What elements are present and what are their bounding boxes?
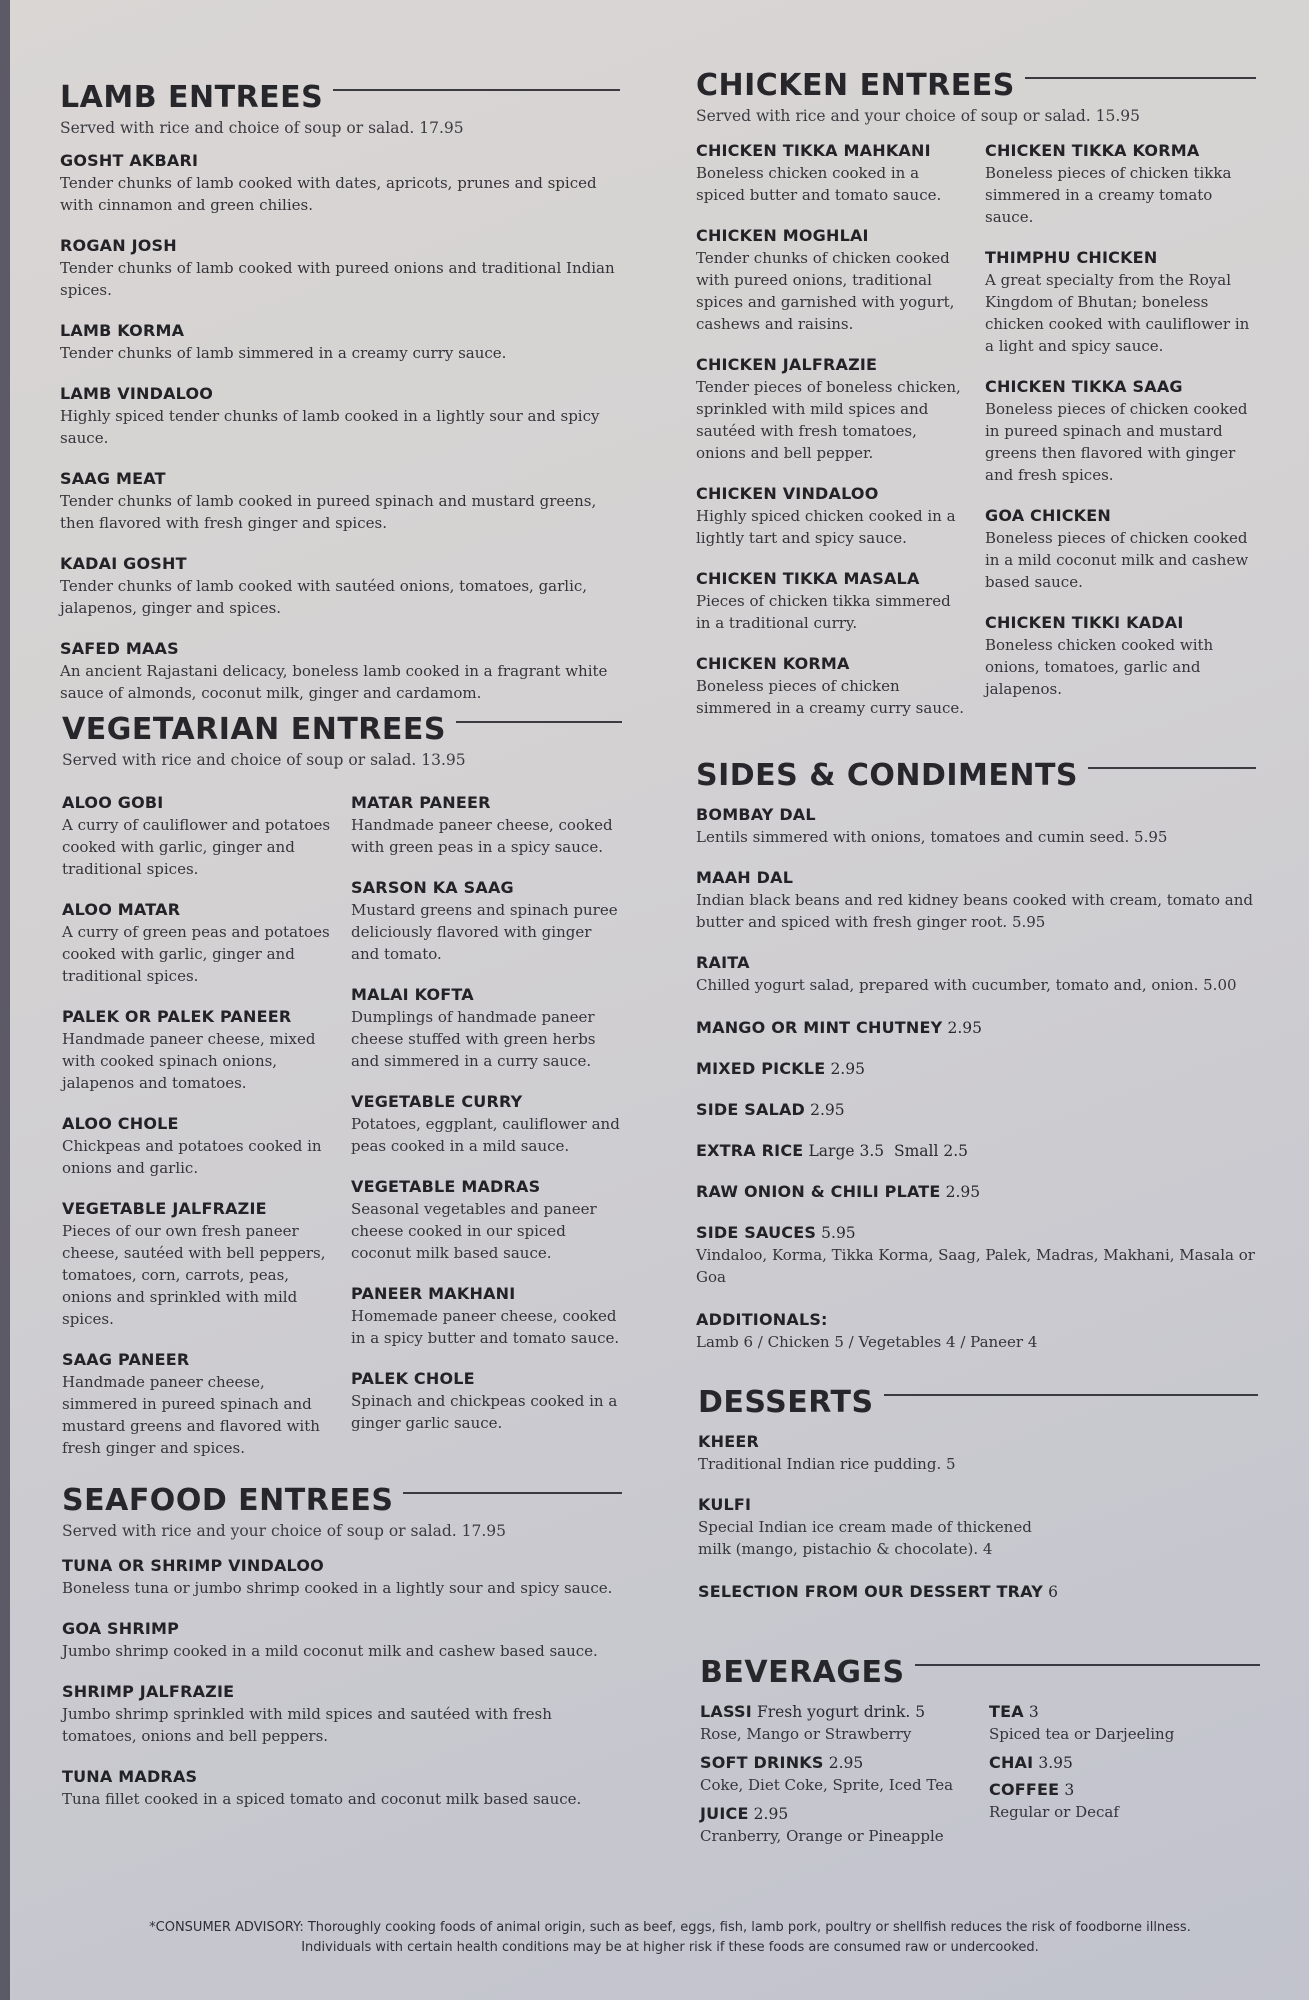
menu-item bbox=[985, 506, 1256, 593]
menu-item bbox=[60, 321, 620, 364]
item-desc: Tender chunks of lamb cooked with sautéed onions, tomatoes, garlic, jalapenos, ginger and spices. bbox=[60, 577, 588, 617]
sides-title-text: SIDES & CONDIMENTS bbox=[696, 758, 1079, 793]
item-desc: Vindaloo, Korma, Tikka Korma, Saag, Palek, Madras, Makhani, Masala or Goa bbox=[696, 1246, 1255, 1286]
item-name: PALEK CHOLE bbox=[351, 1369, 475, 1388]
item-desc: Mustard greens and spinach puree deliciously flavored with ginger and tomato. bbox=[351, 901, 618, 963]
item-name: THIMPHU CHICKEN bbox=[985, 248, 1158, 267]
lamb-subtitle: Served with rice and choice of soup or salad. 17.95 bbox=[60, 119, 464, 137]
item-name: CHICKEN TIKKA SAAG bbox=[985, 377, 1183, 396]
item-desc: Traditional Indian rice pudding. 5 bbox=[698, 1455, 956, 1473]
item-name: MANGO OR MINT CHUTNEY bbox=[696, 1018, 943, 1037]
item-desc: Boneless pieces of chicken tikka simmered in a creamy tomato sauce. bbox=[985, 164, 1232, 226]
menu-item bbox=[700, 1753, 971, 1796]
item-desc: Highly spiced chicken cooked in a lightly tart and spicy sauce. bbox=[696, 507, 956, 547]
item-desc: Cranberry, Orange or Pineapple bbox=[700, 1827, 944, 1845]
item-name: MALAI KOFTA bbox=[351, 985, 474, 1004]
title-rule bbox=[915, 1664, 1260, 1666]
menu-item bbox=[696, 484, 967, 549]
menu-item bbox=[985, 377, 1256, 486]
vegetarian-left-column bbox=[62, 773, 333, 1459]
item-name: LASSI bbox=[700, 1702, 752, 1721]
item-name: PALEK OR PALEK PANEER bbox=[62, 1007, 292, 1026]
menu-item bbox=[696, 868, 1256, 933]
chicken-subtitle: Served with rice and your choice of soup or salad. 15.95 bbox=[696, 107, 1141, 125]
item-desc: Tuna fillet cooked in a spiced tomato and coconut milk based sauce. bbox=[62, 1790, 582, 1808]
vegetarian-right-column bbox=[351, 773, 622, 1459]
beverages-section bbox=[700, 1655, 1260, 1847]
item-name: GOSHT AKBARI bbox=[60, 151, 199, 170]
item-desc: Tender chunks of lamb simmered in a creamy curry sauce. bbox=[60, 344, 507, 362]
item-name: SARSON KA SAAG bbox=[351, 878, 514, 897]
item-name: KADAI GOSHT bbox=[60, 554, 187, 573]
menu-item bbox=[696, 355, 967, 464]
menu-item bbox=[62, 900, 333, 987]
item-price: 2.95 bbox=[810, 1101, 845, 1119]
menu-item bbox=[989, 1702, 1260, 1745]
item-price: Fresh yogurt drink. 5 bbox=[756, 1703, 926, 1721]
item-name: CHICKEN TIKKA MASALA bbox=[696, 569, 920, 588]
item-desc: Tender chunks of lamb cooked with pureed onions and traditional Indian spices. bbox=[60, 259, 615, 299]
seafood-section bbox=[62, 1483, 622, 1810]
item-name: SAAG PANEER bbox=[62, 1350, 190, 1369]
menu-item bbox=[60, 554, 620, 619]
item-name: GOA SHRIMP bbox=[62, 1619, 180, 1638]
vegetarian-subtitle: Served with rice and choice of soup or salad. 13.95 bbox=[62, 751, 466, 769]
menu-item bbox=[696, 1100, 1256, 1119]
item-name: COFFEE bbox=[989, 1780, 1060, 1799]
item-name: RAITA bbox=[696, 953, 750, 972]
vegetarian-title-text: VEGETARIAN ENTREES bbox=[62, 712, 446, 747]
item-desc: Tender pieces of boneless chicken, sprinkled with mild spices and sautéed with fresh tomatoes, onions and bell pepper. bbox=[696, 378, 961, 462]
menu-item bbox=[696, 1182, 1256, 1201]
item-desc: Highly spiced tender chunks of lamb cooked in a lightly sour and spicy sauce. bbox=[60, 407, 600, 447]
menu-item bbox=[985, 248, 1256, 357]
menu-item bbox=[60, 151, 620, 216]
title-rule bbox=[456, 721, 622, 723]
item-name: ALOO MATAR bbox=[62, 900, 181, 919]
lamb-title bbox=[60, 80, 620, 115]
menu-item bbox=[985, 141, 1256, 228]
title-rule bbox=[403, 1492, 622, 1494]
menu-item bbox=[700, 1702, 971, 1745]
item-name: BOMBAY DAL bbox=[696, 805, 816, 824]
advisory-line-1: *CONSUMER ADVISORY: Thoroughly cooking foods of animal origin, such as beef, eggs, fish, lamb pork, poultry or shellfish reduces the risk of foodborne illness. bbox=[149, 1920, 1191, 1935]
title-rule bbox=[1088, 767, 1256, 769]
menu-item bbox=[696, 226, 967, 335]
item-name: KULFI bbox=[698, 1495, 752, 1514]
item-name: TUNA OR SHRIMP VINDALOO bbox=[62, 1556, 324, 1575]
item-desc: A great specialty from the Royal Kingdom of Bhutan; boneless chicken cooked with cauliflower in a light and spicy sauce. bbox=[985, 271, 1250, 355]
menu-item bbox=[696, 1059, 1256, 1078]
item-name: CHICKEN KORMA bbox=[696, 654, 850, 673]
item-desc: Lamb 6 / Chicken 5 / Vegetables 4 / Paneer 4 bbox=[696, 1333, 1038, 1351]
item-desc: Handmade paneer cheese, cooked with green peas in a spicy sauce. bbox=[351, 816, 613, 856]
item-desc: Spinach and chickpeas cooked in a ginger garlic sauce. bbox=[351, 1392, 618, 1432]
item-price: 2.95 bbox=[828, 1754, 864, 1772]
item-desc: Seasonal vegetables and paneer cheese cooked in our spiced coconut milk based sauce. bbox=[351, 1200, 597, 1262]
seafood-subtitle: Served with rice and your choice of soup or salad. 17.95 bbox=[62, 1522, 507, 1540]
advisory-line-2: Individuals with certain health conditions may be at higher risk if these foods are consumed raw or undercooked. bbox=[301, 1940, 1039, 1955]
item-name: SIDE SAUCES bbox=[696, 1223, 817, 1242]
menu-item bbox=[351, 1177, 622, 1264]
menu-item bbox=[696, 805, 1256, 848]
menu-item bbox=[60, 236, 620, 301]
item-name: CHAI bbox=[989, 1753, 1034, 1772]
item-desc: Spiced tea or Darjeeling bbox=[989, 1725, 1175, 1743]
chicken-right-column bbox=[985, 121, 1256, 719]
item-name: VEGETABLE JALFRAZIE bbox=[62, 1199, 267, 1218]
menu-item bbox=[985, 613, 1256, 700]
menu-item bbox=[351, 1369, 622, 1434]
lamb-section bbox=[60, 80, 620, 704]
menu-item bbox=[698, 1495, 1258, 1560]
menu-item bbox=[62, 1007, 333, 1094]
item-name: SAFED MAAS bbox=[60, 639, 179, 658]
item-price: 3 bbox=[1028, 1703, 1039, 1721]
chicken-section bbox=[696, 68, 1256, 719]
menu-item bbox=[60, 639, 620, 704]
menu-item bbox=[351, 985, 622, 1072]
item-name: MAAH DAL bbox=[696, 868, 794, 887]
title-rule bbox=[333, 89, 620, 91]
item-name: EXTRA RICE bbox=[696, 1141, 804, 1160]
menu-item bbox=[989, 1780, 1260, 1823]
menu-item bbox=[351, 1092, 622, 1157]
menu-item bbox=[696, 1310, 1256, 1353]
sides-title bbox=[696, 758, 1256, 793]
vegetarian-title bbox=[62, 712, 622, 747]
menu-item bbox=[62, 1114, 333, 1179]
item-name: VEGETABLE CURRY bbox=[351, 1092, 523, 1111]
item-desc: Rose, Mango or Strawberry bbox=[700, 1725, 912, 1743]
item-name: RAW ONION & CHILI PLATE bbox=[696, 1182, 941, 1201]
menu-item bbox=[696, 1141, 1256, 1160]
menu-item bbox=[60, 469, 620, 534]
item-desc: Lentils simmered with onions, tomatoes and cumin seed. 5.95 bbox=[696, 828, 1168, 846]
title-rule bbox=[1025, 77, 1256, 79]
item-price: 2.95 bbox=[947, 1019, 982, 1037]
item-name: SAAG MEAT bbox=[60, 469, 166, 488]
item-desc: Boneless pieces of chicken simmered in a creamy curry sauce. bbox=[696, 677, 965, 717]
item-price: 3.95 bbox=[1038, 1754, 1073, 1772]
menu-sheet bbox=[10, 0, 1309, 2000]
item-desc: Boneless chicken cooked in a spiced butter and tomato sauce. bbox=[696, 164, 942, 204]
item-name: PANEER MAKHANI bbox=[351, 1284, 516, 1303]
item-desc: Tender chunks of lamb cooked in pureed spinach and mustard greens, then flavored with fresh ginger and spices. bbox=[60, 492, 597, 532]
item-name: LAMB KORMA bbox=[60, 321, 185, 340]
item-desc: Boneless chicken cooked with onions, tomatoes, garlic and jalapenos. bbox=[985, 636, 1214, 698]
item-name: CHICKEN TIKKA KORMA bbox=[985, 141, 1200, 160]
item-price: 2.95 bbox=[945, 1183, 981, 1201]
item-name: MIXED PICKLE bbox=[696, 1059, 826, 1078]
menu-item bbox=[696, 1223, 1256, 1288]
item-price: 5.95 bbox=[821, 1224, 856, 1242]
menu-item bbox=[60, 384, 620, 449]
item-name: JUICE bbox=[700, 1804, 749, 1823]
sides-section bbox=[696, 758, 1256, 1353]
item-desc: Dumplings of handmade paneer cheese stuffed with green herbs and simmered in a curry sauce. bbox=[351, 1008, 596, 1070]
item-desc: Boneless pieces of chicken cooked in a mild coconut milk and cashew based sauce. bbox=[985, 529, 1249, 591]
menu-item bbox=[351, 878, 622, 965]
item-desc: Pieces of our own fresh paneer cheese, sautéed with bell peppers, tomatoes, corn, carrots, peas, onions and sprinkled with mild spices. bbox=[62, 1222, 326, 1328]
beverages-right-column bbox=[989, 1686, 1260, 1847]
item-name: CHICKEN VINDALOO bbox=[696, 484, 879, 503]
item-desc: Special Indian ice cream made of thickened milk (mango, pistachio & chocolate). 4 bbox=[698, 1518, 1032, 1558]
item-price: 2.95 bbox=[830, 1060, 865, 1078]
chicken-title-text: CHICKEN ENTREES bbox=[696, 68, 1015, 103]
item-desc: A curry of cauliflower and potatoes cooked with garlic, ginger and traditional spices. bbox=[62, 816, 331, 878]
beverages-title-text: BEVERAGES bbox=[700, 1655, 905, 1690]
item-name: ADDITIONALS: bbox=[696, 1310, 828, 1329]
menu-item bbox=[62, 1350, 333, 1459]
desserts-title bbox=[698, 1385, 1258, 1420]
menu-item bbox=[62, 1556, 622, 1599]
item-name: VEGETABLE MADRAS bbox=[351, 1177, 541, 1196]
item-desc: Chickpeas and potatoes cooked in onions and garlic. bbox=[62, 1137, 322, 1177]
menu-item bbox=[989, 1753, 1260, 1772]
seafood-title bbox=[62, 1483, 622, 1518]
lamb-title-text: LAMB ENTREES bbox=[60, 80, 324, 115]
title-rule bbox=[884, 1394, 1258, 1396]
menu-item bbox=[696, 654, 967, 719]
menu-item bbox=[696, 141, 967, 206]
item-name: MATAR PANEER bbox=[351, 793, 491, 812]
beverages-title bbox=[700, 1655, 1260, 1690]
item-name: SIDE SALAD bbox=[696, 1100, 806, 1119]
item-name: CHICKEN TIKKA MAHKANI bbox=[696, 141, 931, 160]
item-desc: Jumbo shrimp cooked in a mild coconut milk and cashew based sauce. bbox=[62, 1642, 598, 1660]
menu-item bbox=[351, 793, 622, 858]
item-desc: Pieces of chicken tikka simmered in a traditional curry. bbox=[696, 592, 951, 632]
item-name: ALOO CHOLE bbox=[62, 1114, 179, 1133]
consumer-advisory bbox=[70, 1918, 1270, 1958]
menu-item bbox=[62, 1767, 622, 1810]
item-price: 6 bbox=[1048, 1583, 1058, 1601]
item-price: 3 bbox=[1064, 1781, 1075, 1799]
item-name: TEA bbox=[989, 1702, 1024, 1721]
menu-item bbox=[62, 1682, 622, 1747]
menu-item bbox=[351, 1284, 622, 1349]
seafood-title-text: SEAFOOD ENTREES bbox=[62, 1483, 394, 1518]
menu-item bbox=[696, 569, 967, 634]
menu-item bbox=[696, 1018, 1256, 1037]
item-name: SELECTION FROM OUR DESSERT TRAY bbox=[698, 1582, 1044, 1601]
item-desc: Tender chunks of lamb cooked with dates, apricots, prunes and spiced with cinnamon and green chilies. bbox=[60, 174, 597, 214]
desserts-title-text: DESSERTS bbox=[698, 1385, 874, 1420]
menu-item bbox=[62, 1619, 622, 1662]
menu-item bbox=[62, 793, 333, 880]
chicken-title bbox=[696, 68, 1256, 103]
item-desc: Tender chunks of chicken cooked with pureed onions, traditional spices and garnished with yogurt, cashews and raisins. bbox=[696, 249, 955, 333]
item-name: SHRIMP JALFRAZIE bbox=[62, 1682, 235, 1701]
item-name: GOA CHICKEN bbox=[985, 506, 1112, 525]
item-desc: Handmade paneer cheese, mixed with cooked spinach onions, jalapenos and tomatoes. bbox=[62, 1030, 316, 1092]
item-name: TUNA MADRAS bbox=[62, 1767, 198, 1786]
beverages-left-column bbox=[700, 1686, 971, 1847]
vegetarian-section bbox=[62, 712, 622, 1459]
menu-item bbox=[62, 1199, 333, 1330]
item-name: SOFT DRINKS bbox=[700, 1753, 824, 1772]
item-name: LAMB VINDALOO bbox=[60, 384, 214, 403]
item-desc: Potatoes, eggplant, cauliflower and peas cooked in a mild sauce. bbox=[351, 1115, 620, 1155]
item-name: CHICKEN JALFRAZIE bbox=[696, 355, 878, 374]
item-desc: Coke, Diet Coke, Sprite, Iced Tea bbox=[700, 1776, 954, 1794]
item-name: ALOO GOBI bbox=[62, 793, 164, 812]
item-desc: Homemade paneer cheese, cooked in a spicy butter and tomato sauce. bbox=[351, 1307, 620, 1347]
item-desc: Regular or Decaf bbox=[989, 1803, 1119, 1821]
item-desc: Handmade paneer cheese, simmered in pureed spinach and mustard greens and flavored with fresh ginger and spices. bbox=[62, 1373, 320, 1457]
item-name: CHICKEN MOGHLAI bbox=[696, 226, 869, 245]
item-name: CHICKEN TIKKI KADAI bbox=[985, 613, 1184, 632]
item-desc: Boneless pieces of chicken cooked in pureed spinach and mustard greens then flavored with ginger and fresh spices. bbox=[985, 400, 1248, 484]
menu-item bbox=[698, 1432, 1258, 1475]
menu-item bbox=[700, 1804, 971, 1847]
desserts-section bbox=[698, 1385, 1258, 1601]
item-price: 2.95 bbox=[753, 1805, 789, 1823]
item-desc: Indian black beans and red kidney beans cooked with cream, tomato and butter and spiced with fresh ginger root. 5.95 bbox=[696, 891, 1254, 931]
item-desc: Boneless tuna or jumbo shrimp cooked in a lightly sour and spicy sauce. bbox=[62, 1579, 613, 1597]
item-desc: A curry of green peas and potatoes cooked with garlic, ginger and traditional spices. bbox=[62, 923, 330, 985]
menu-item bbox=[698, 1582, 1258, 1601]
item-desc: Chilled yogurt salad, prepared with cucumber, tomato and, onion. 5.00 bbox=[696, 976, 1237, 994]
item-name: KHEER bbox=[698, 1432, 759, 1451]
chicken-left-column bbox=[696, 121, 967, 719]
item-name: ROGAN JOSH bbox=[60, 236, 177, 255]
menu-item bbox=[696, 953, 1256, 996]
item-price: Large 3.5 Small 2.5 bbox=[808, 1142, 969, 1160]
item-desc: An ancient Rajastani delicacy, boneless lamb cooked in a fragrant white sauce of almonds, coconut milk, ginger and cardamom. bbox=[60, 662, 608, 702]
item-desc: Jumbo shrimp sprinkled with mild spices and sautéed with fresh tomatoes, onions and bell peppers. bbox=[62, 1705, 552, 1745]
